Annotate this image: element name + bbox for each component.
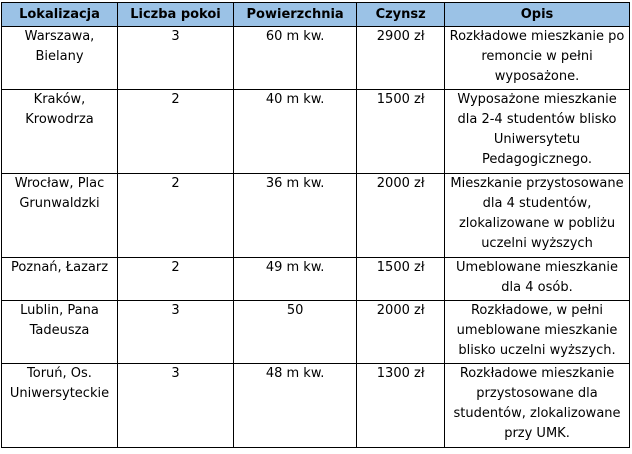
location-cell: Kraków, Krowodrza [2,90,118,174]
table-body [2,27,630,448]
header-row [2,3,630,27]
table-row [2,174,630,258]
rent-cell: 1500 zł [357,258,445,301]
column-header-area: Powierzchnia [233,3,356,27]
area-cell: 50 [233,301,356,364]
location-cell: Poznań, Łazarz [2,258,118,301]
area-cell: 60 m kw. [233,27,356,90]
rent-cell: 2000 zł [357,301,445,364]
area-cell: 40 m kw. [233,90,356,174]
area-cell: 48 m kw. [233,364,356,448]
rooms-cell: 2 [117,174,233,258]
table-row [2,364,630,448]
column-header-rent: Czynsz [357,3,445,27]
column-header-location: Lokalizacja [2,3,118,27]
area-cell: 36 m kw. [233,174,356,258]
column-header-rooms: Liczba pokoi [117,3,233,27]
rooms-cell: 2 [117,258,233,301]
table-row [2,258,630,301]
rent-cell: 2000 zł [357,174,445,258]
table-row [2,90,630,174]
area-cell: 49 m kw. [233,258,356,301]
location-cell: Lublin, Pana Tadeusza [2,301,118,364]
description-cell: Rozkładowe, w pełni umeblowane mieszkanie blisko uczelni wyższych. [445,301,630,364]
location-cell: Warszawa, Bielany [2,27,118,90]
table-row [2,27,630,90]
table-header [2,3,630,27]
rent-cell: 1500 zł [357,90,445,174]
rooms-cell: 3 [117,364,233,448]
rent-cell: 1300 zł [357,364,445,448]
rent-cell: 2900 zł [357,27,445,90]
description-cell: Rozkładowe mieszkanie przystosowane dla studentów, zlokalizowane przy UMK. [445,364,630,448]
column-header-description: Opis [445,3,630,27]
location-cell: Wrocław, Plac Grunwaldzki [2,174,118,258]
rooms-cell: 3 [117,27,233,90]
description-cell: Umeblowane mieszkanie dla 4 osób. [445,258,630,301]
table-row [2,301,630,364]
apartment-listings-table [1,2,630,448]
description-cell: Rozkładowe mieszkanie po remoncie w pełni wyposażone. [445,27,630,90]
description-cell: Mieszkanie przystosowane dla 4 studentów, zlokalizowane w pobliżu uczelni wyższych [445,174,630,258]
location-cell: Toruń, Os. Uniwersyteckie [2,364,118,448]
rooms-cell: 3 [117,301,233,364]
description-cell: Wyposażone mieszkanie dla 2-4 studentów blisko Uniwersytetu Pedagogicznego. [445,90,630,174]
rooms-cell: 2 [117,90,233,174]
